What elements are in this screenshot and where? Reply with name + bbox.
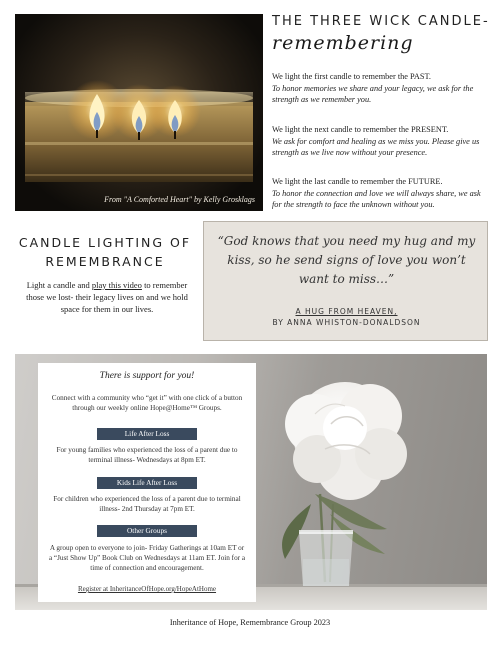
candle-photo bbox=[15, 14, 263, 211]
life-after-loss-text: For young families who experienced the loss of a parent due to terminal illness- Wednesdays at 8pm ET. bbox=[56, 446, 238, 464]
kids-life-after-loss-text: For children who experienced the loss of a parent due to terminal illness- 2nd Thursday at 7pm ET. bbox=[53, 495, 241, 513]
wick-paragraph-present bbox=[272, 124, 492, 159]
wick-paragraph-future bbox=[272, 176, 492, 211]
kids-life-after-loss-button[interactable]: Kids Life After Loss bbox=[97, 477, 197, 489]
quote-source-author: BY ANNA WHISTON-DONALDSON bbox=[272, 318, 421, 327]
candle-lighting-title-line1: CANDLE LIGHTING OF bbox=[18, 235, 192, 250]
wick-present-lead: We light the next candle to remember the PRESENT. bbox=[272, 125, 449, 134]
candle-lighting-body bbox=[22, 279, 192, 315]
other-groups-button[interactable]: Other Groups bbox=[97, 525, 197, 537]
wick-past-lead: We light the first candle to remember the PAST. bbox=[272, 72, 432, 81]
candle-lighting-title-line2: REMEMBRANCE bbox=[45, 254, 165, 269]
play-video-link[interactable]: play this video bbox=[91, 280, 142, 290]
three-wick-title: THE THREE WICK CANDLE- bbox=[272, 14, 490, 29]
support-intro-text: Connect with a community who “get it” with one click of a button through our weekly online Hope@Home™ Groups. bbox=[51, 394, 243, 412]
photo-caption: From "A Comforted Heart" by Kelly Grosklags bbox=[104, 195, 255, 204]
remembering-script-heading: remembering bbox=[272, 32, 414, 54]
wick-future-italic: To honor the connection and love we will always share, we ask for the strength to face the unknown without you. bbox=[272, 188, 481, 209]
quote-source bbox=[212, 306, 481, 328]
support-card bbox=[38, 363, 256, 602]
other-groups-text: A group open to everyone to join- Friday Gatherings at 10am ET or a “Just Show Up” Book Club on Wednesdays at 11am ET. Join for a time of connection and encouragement. bbox=[48, 544, 246, 572]
quote-text: “God knows that you need my hug and my kiss, so he send signs of love you won’t want to miss…” bbox=[217, 234, 476, 286]
candle-lighting-text-before: Light a candle and bbox=[26, 280, 92, 290]
life-after-loss-button[interactable]: Life After Loss bbox=[97, 428, 197, 440]
quote-box bbox=[203, 221, 488, 341]
wick-past-italic: To honor memories we share and your legacy, we ask for the strength as we remember you. bbox=[272, 83, 474, 104]
quote-source-title: A HUG FROM HEAVEN, bbox=[295, 307, 398, 316]
candle-illustration bbox=[15, 14, 263, 211]
wick-present-italic: We ask for comfort and healing as we miss you. Please give us strength as we live now without your presence. bbox=[272, 136, 480, 157]
candle-lighting-text-after: to remember those we lost- their legacy lives on and we hold space for them in our lives. bbox=[26, 280, 188, 314]
support-card-title: There is support for you! bbox=[99, 371, 195, 381]
candle-lighting-title bbox=[15, 233, 195, 271]
register-link[interactable]: Register at InheritanceOfHope.org/HopeAtHome bbox=[77, 585, 217, 593]
wick-paragraph-past bbox=[272, 71, 492, 106]
page-footer: Inheritance of Hope, Remembrance Group 2023 bbox=[169, 618, 331, 627]
wick-future-lead: We light the last candle to remember the FUTURE. bbox=[272, 177, 443, 186]
